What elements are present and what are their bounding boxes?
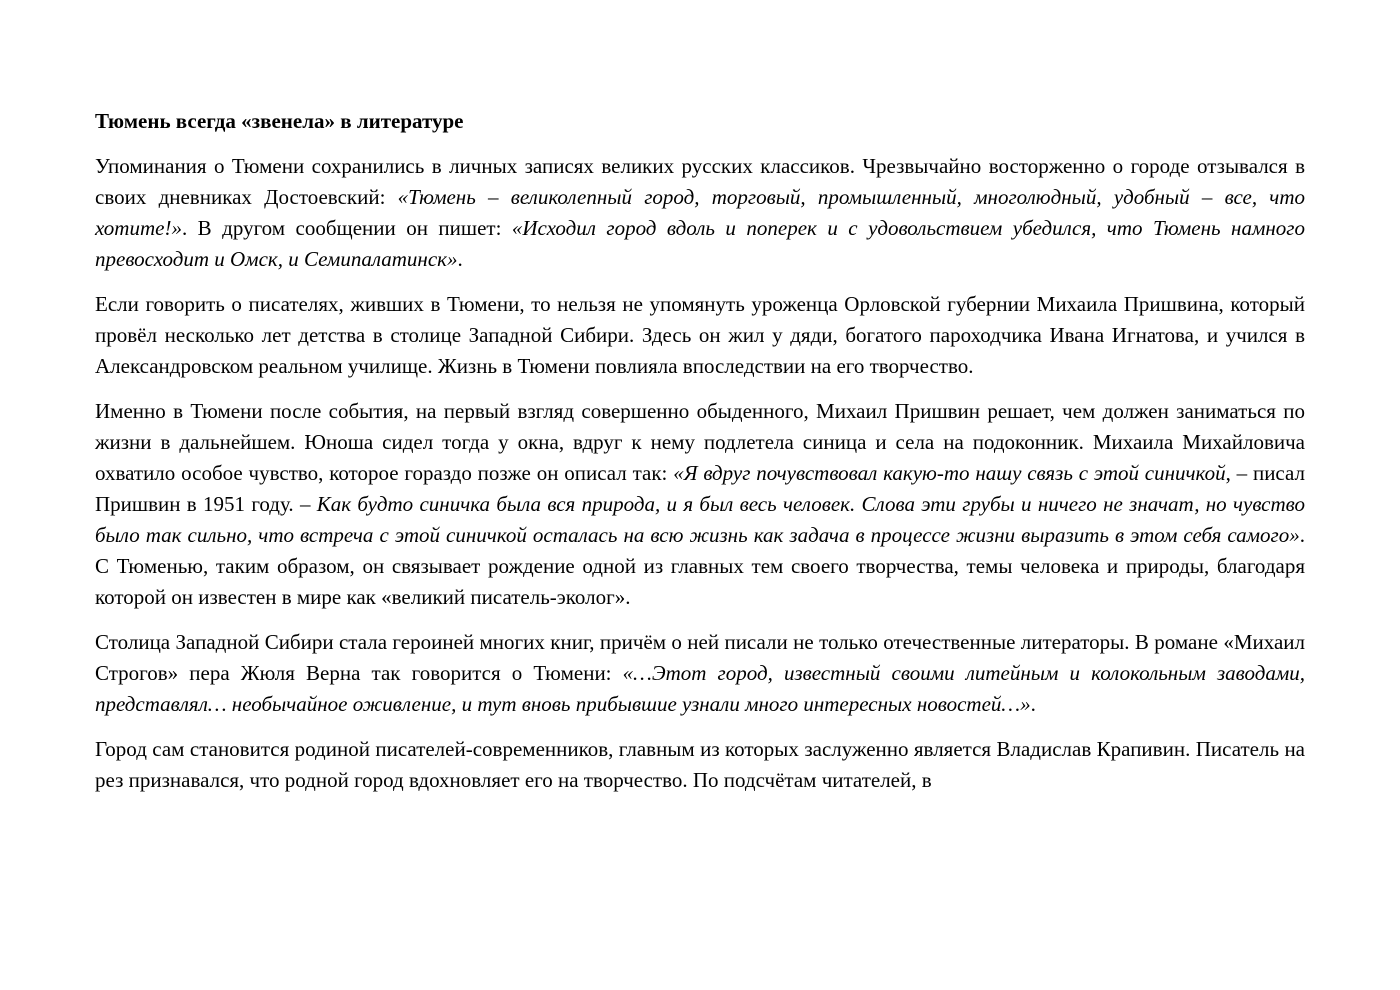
quote-text: «Тюмень – великолепный город, торговый, промышленный, многолюдный, удобный – все, что хотите!» — [95, 185, 1305, 240]
document-page — [95, 106, 1305, 810]
paragraph-text: . — [1030, 692, 1036, 716]
paragraph-text: Именно в Тюмени после события, на первый взгляд совершенно обыденного, Михаил Пришвин решает, чем должен заниматься по жизни в дальнейшем. Юноша сидел тогда у окна, вдруг к нему подлетела синица и села на подоконник. Михаила Михайловича охватило особое чувство, которое гораздо позже он описал так: — [95, 399, 1305, 485]
paragraph — [95, 396, 1305, 613]
paragraph — [95, 734, 1305, 796]
paragraph-text: . С Тюменью, таким образом, он связывает рождение одной из главных тем своего творчества, темы человека и природы, благодаря которой он известен в мире как «великий писатель-эколог». — [95, 523, 1305, 609]
paragraph-text: , – писал Пришвин в 1951 году. – — [95, 461, 1305, 516]
article-body — [95, 151, 1305, 796]
quote-text: Как будто синичка была вся природа, и я был весь человек. Слова эти грубы и ничего не значат, но чувство было так сильно, что встреча с этой синичкой осталась на всю жизнь как задача в процессе жизни выразить в этом себя самого» — [95, 492, 1306, 547]
paragraph-text: Город сам становится родиной писателей-современников, главным из которых заслуженно является Владислав Крапивин. Писатель на рез признавался, что родной город вдохновляет его на творчество. По подсчётам читателей, в — [95, 737, 1305, 792]
paragraph-text: Упоминания о Тюмени сохранились в личных записях великих русских классиков. Чрезвычайно восторженно о городе отзывался в своих дневниках Достоевский: — [95, 154, 1305, 209]
paragraph-text: Столица Западной Сибири стала героиней многих книг, причём о ней писали не только отечественные литераторы. В романе «Михаил Строгов» пера Жюля Верна так говорится о Тюмени: — [95, 630, 1305, 685]
quote-text: «Исходил город вдоль и поперек и с удовольствием убедился, что Тюмень намного превосходит и Омск, и Семипалатинск» — [95, 216, 1305, 271]
paragraph — [95, 289, 1305, 382]
paragraph-text: . В другом сообщении он пишет: — [181, 216, 512, 240]
quote-text: «…Этот город, известный своими литейным и колокольным заводами, представлял… необычайное оживление, и тут вновь прибывшие узнали много интересных новостей…» — [95, 661, 1305, 716]
paragraph — [95, 627, 1305, 720]
quote-text: «Я вдруг почувствовал какую-то нашу связь с этой синичкой — [673, 461, 1226, 485]
paragraph — [95, 151, 1305, 275]
article-heading: Тюмень всегда «звенела» в литературе — [95, 109, 464, 133]
paragraph-text: Если говорить о писателях, живших в Тюмени, то нельзя не упомянуть уроженца Орловской губернии Михаила Пришвина, который провёл несколько лет детства в столице Западной Сибири. Здесь он жил у дяди, богатого пароходчика Ивана Игнатова, и учился в Александровском реальном училище. Жизнь в Тюмени повлияла впоследствии на его творчество. — [95, 292, 1305, 378]
paragraph-text: . — [457, 247, 463, 271]
